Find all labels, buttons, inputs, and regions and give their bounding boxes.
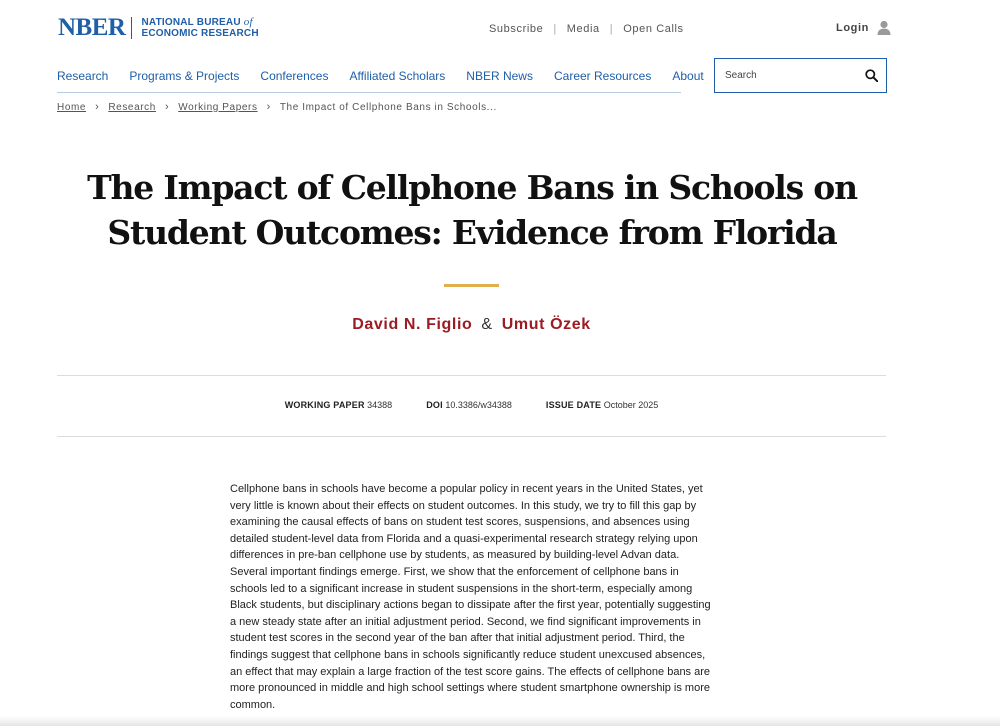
meta-value: 34388 [367,400,393,410]
meta-label: DOI [426,400,443,410]
chevron-right-icon: › [95,101,100,113]
open-calls-link[interactable]: Open Calls [623,23,684,35]
subscribe-link[interactable]: Subscribe [489,23,544,35]
nav-about[interactable]: About [672,69,704,83]
author-ampersand: & [481,316,493,333]
divider [57,375,886,376]
breadcrumb-working-papers[interactable]: Working Papers [178,101,258,113]
doi [426,400,512,410]
meta-value: 10.3386/w34388 [445,400,512,410]
meta-value: October 2025 [603,400,659,410]
search-icon[interactable] [865,69,878,82]
utility-separator: | [609,23,614,35]
nav-research[interactable]: Research [57,69,109,83]
search-input[interactable] [725,70,845,81]
nav-programs-projects[interactable]: Programs & Projects [129,69,240,83]
author-link-ozek[interactable]: Umut Özek [501,316,591,333]
nber-logo[interactable] [58,15,259,40]
login-button[interactable] [836,20,891,35]
search-box [714,58,887,93]
logo-text [141,17,258,39]
title-accent-rule [444,284,499,287]
breadcrumb-home[interactable]: Home [57,101,87,113]
divider [57,436,886,437]
utility-nav [489,23,684,35]
login-label: Login [836,21,869,34]
working-paper-number [285,400,392,410]
media-link[interactable]: Media [566,23,600,35]
abstract-text: Cellphone bans in schools have become a popular policy in recent years in the United States, yet very little is known about their effects on student outcomes. In this study, we try to fill this gap by examining the causal effects of bans on student test scores, suspensions, and absences using detailed student-level data from Florida and a quasi-experimental research strategy relying upon differences in pre-ban cellphone use by students, as measured by building-level Advan data. Several important findings emerge. First, we show that the enforcement of cellphone bans in schools led to a significant increase in student suspensions in the short-term, especially among Black students, but disciplinary actions began to dissipate after the first year, potentially suggesting a new steady state after an initial adjustment period. Second, we find significant improvements in student test scores in the second year of the ban after that initial adjustment period. Third, the findings suggest that cellphone bans in schools significantly reduce student unexcused absences, an effect that may explain a large fraction of the test score gains. The effects of cellphone bans are more pronounced in middle and high school settings where student smartphone ownership is more common. [230,483,711,711]
logo-mark: NBER [58,14,126,41]
user-icon [877,20,891,35]
paper-metadata [57,400,886,410]
logo-text-line2: ECONOMIC RESEARCH [141,27,259,39]
logo-divider [131,17,132,39]
page-title [60,165,884,255]
breadcrumb-research[interactable]: Research [108,101,156,113]
author-list [57,316,886,334]
breadcrumb-current: The Impact of Cellphone Bans in Schools... [279,101,497,113]
breadcrumb [57,101,497,113]
nav-conferences[interactable]: Conferences [260,69,329,83]
nav-nber-news[interactable]: NBER News [466,69,533,83]
chevron-right-icon: › [164,101,170,113]
bottom-fade [0,716,1000,726]
nav-affiliated-scholars[interactable]: Affiliated Scholars [349,69,446,83]
main-nav [57,69,704,93]
page-title-line2: Student Outcomes: Evidence from Florida [107,213,837,252]
chevron-right-icon: › [266,101,271,113]
logo-text-line1: NATIONAL BUREAU [141,16,241,28]
utility-separator: | [553,23,557,35]
meta-label: WORKING PAPER [284,400,365,410]
issue-date [546,400,658,410]
page-title-line1: The Impact of Cellphone Bans in Schools on [87,168,857,207]
nav-career-resources[interactable]: Career Resources [553,69,652,83]
logo-text-of: of [243,15,253,28]
meta-label: ISSUE DATE [545,400,602,410]
author-link-figlio[interactable]: David N. Figlio [352,316,473,333]
